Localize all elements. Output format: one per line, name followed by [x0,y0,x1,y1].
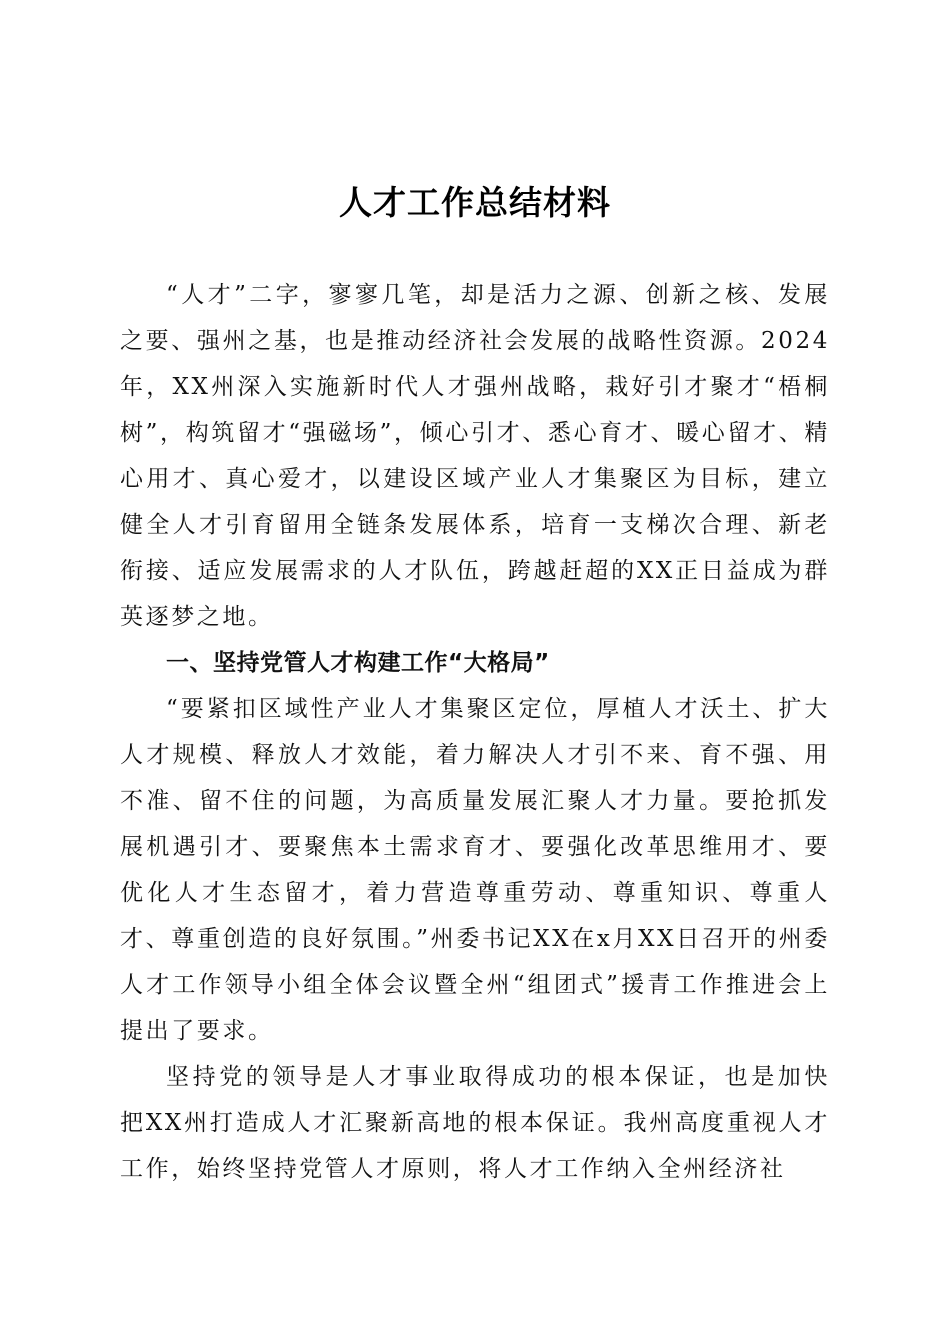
document-title: 人才工作总结材料 [339,183,611,222]
paragraph-intro: “人才”二字，寥寥几笔，却是活力之源、创新之核、发展之要、强州之基，也是推动经济社会发展的战略性资源。2024年，XX州深入实施新时代人才强州战略，栽好引才聚才“梧桐树”，构筑留才“强磁场”，倾心引才、悉心育才、暖心留才、精心用才、真心爱才，以建设区域产业人才集聚区为目标，建立健全人才引育留用全链条发展体系，培育一支梯次合理、新老衔接、适应发展需求的人才队伍，跨越赶超的XX正日益成为群英逐梦之地。 [120,282,830,630]
section-heading-1: 一、坚持党管人才构建工作“大格局” [166,650,550,676]
paragraph-leadership: 坚持党的领导是人才事业取得成功的根本保证，也是加快把XX州打造成人才汇聚新高地的根本保证。我州高度重视人才工作，始终坚持党管人才原则，将人才工作纳入全州经济社 [120,1064,830,1182]
document-body [120,272,830,1192]
paragraph-quote: “要紧扣区域性产业人才集聚区定位，厚植人才沃土、扩大人才规模、释放人才效能，着力解决人才引不来、育不强、用不准、留不住的问题，为高质量发展汇聚人才力量。要抢抓发展机遇引才、要聚焦本土需求育才、要强化改革思维用才、要优化人才生态留才，着力营造尊重劳动、尊重知识、尊重人才、尊重创造的良好氛围。”州委书记XX在x月XX日召开的州委人才工作领导小组全体会议暨全州“组团式”援青工作推进会上提出了要求。 [120,696,830,1044]
